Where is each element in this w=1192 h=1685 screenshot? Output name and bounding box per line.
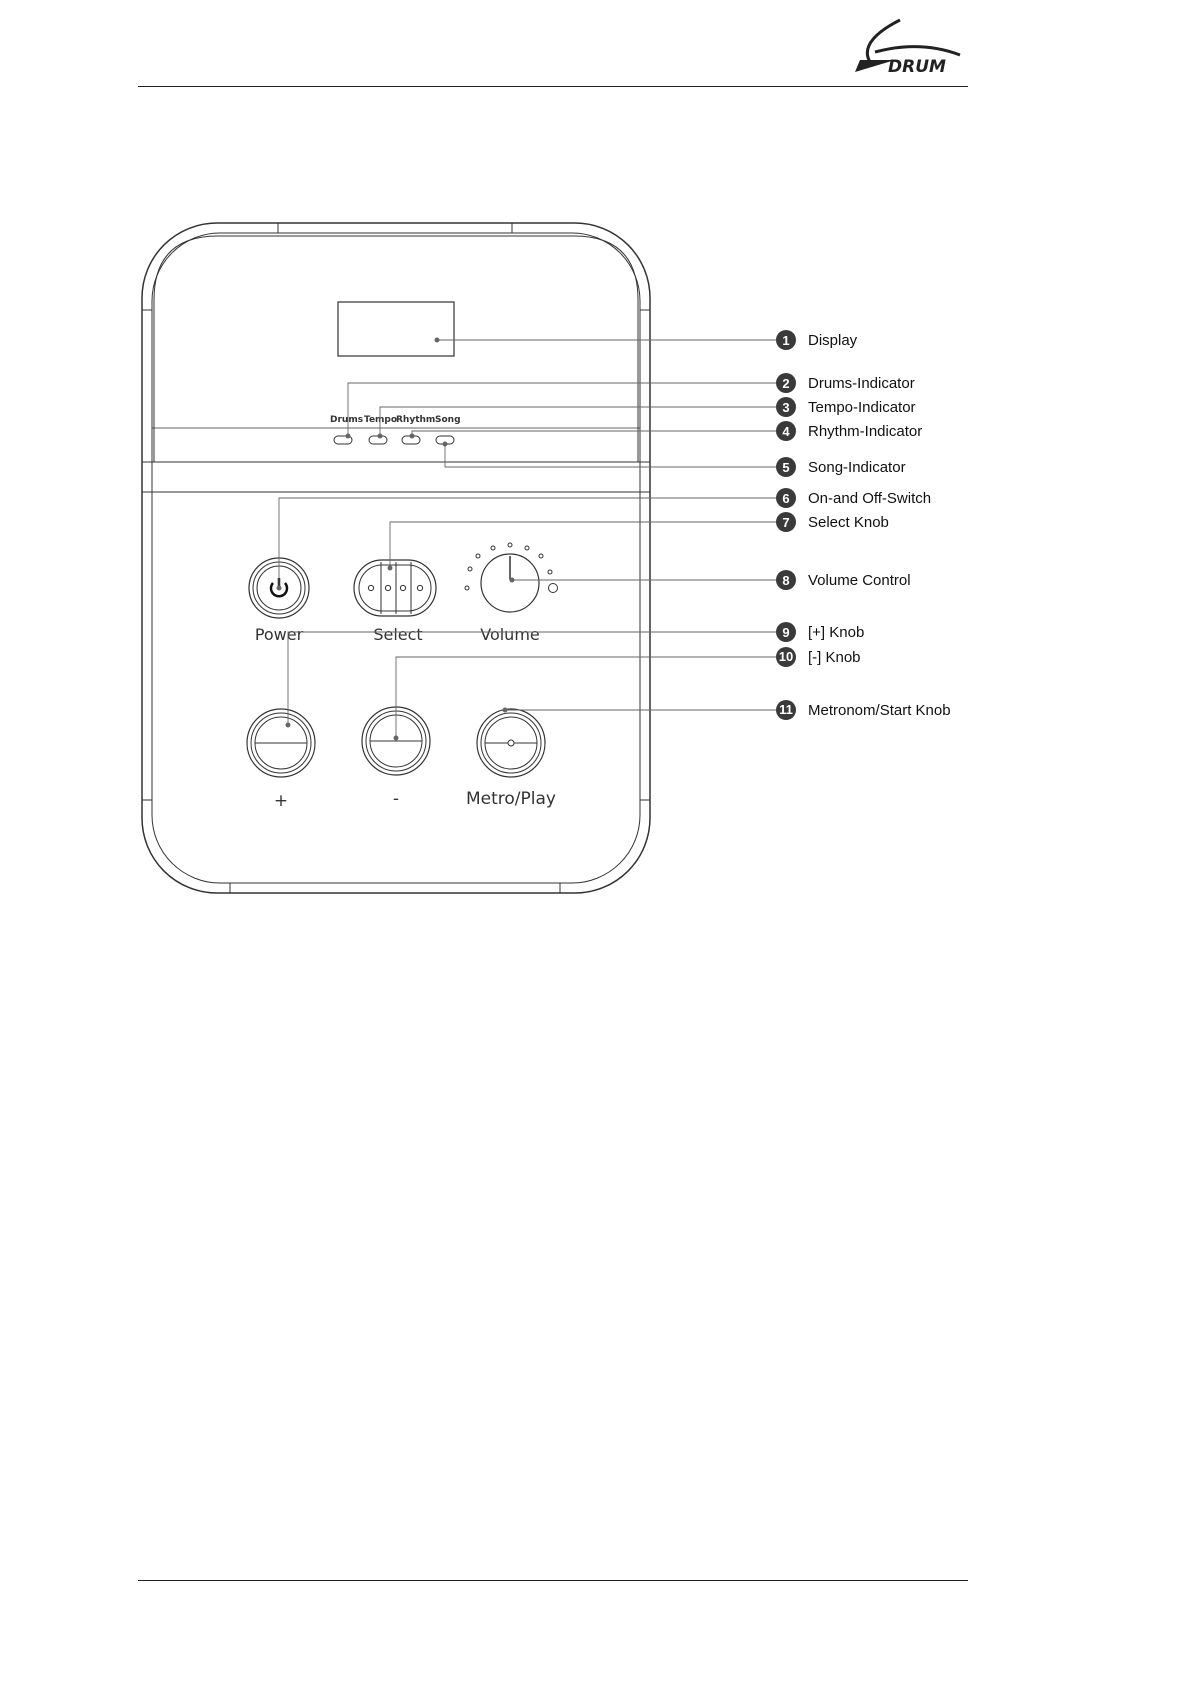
indicator-label-song: Song — [435, 415, 461, 425]
callout-5 — [776, 457, 906, 477]
minus-label: - — [392, 789, 400, 809]
volume-label: Volume — [480, 625, 540, 644]
callout-4 — [776, 421, 922, 441]
callout-9 — [776, 622, 864, 642]
callout-number: 7 — [782, 515, 790, 530]
callout-leaders — [279, 340, 776, 738]
indicator-label-tempo: Tempo — [364, 415, 398, 425]
callout-label: Song-Indicator — [808, 459, 906, 476]
indicator-label-rhythm: Rhythm — [396, 415, 436, 425]
callout-number: 3 — [782, 400, 790, 415]
callout-label: Metronom/Start Knob — [808, 702, 951, 719]
xdrum-logo — [855, 20, 960, 77]
callout-label: [+] Knob — [808, 624, 865, 641]
callout-number: 4 — [782, 424, 790, 439]
callout-label: Rhythm-Indicator — [808, 423, 923, 440]
callout-7 — [776, 512, 889, 532]
metro-play-label: Metro/Play — [466, 789, 556, 809]
callout-2 — [776, 373, 915, 393]
callout-label: Drums-Indicator — [808, 375, 915, 392]
callout-number: 9 — [782, 625, 790, 640]
callout-label: Volume Control — [808, 572, 911, 589]
callout-11 — [776, 700, 951, 720]
callout-number: 6 — [782, 491, 790, 506]
select-knob[interactable] — [354, 560, 436, 616]
leader-endpoints — [277, 338, 515, 741]
power-label: Power — [254, 625, 304, 644]
callout-3 — [776, 397, 916, 417]
callout-number: 5 — [782, 460, 790, 475]
callout-6 — [776, 488, 931, 508]
plus-knob[interactable] — [247, 709, 315, 777]
callout-number: 2 — [782, 376, 790, 391]
logo-text: DRUM — [888, 57, 946, 77]
plus-label: + — [273, 791, 289, 811]
indicator-label-drums: Drums — [330, 415, 364, 425]
callout-label: [-] Knob — [808, 649, 861, 666]
volume-knob[interactable] — [465, 543, 558, 612]
callout-10 — [776, 647, 861, 667]
callout-number: 8 — [782, 573, 790, 588]
callout-number: 1 — [782, 333, 790, 348]
callout-label: Select Knob — [808, 514, 889, 531]
callout-1 — [776, 330, 858, 350]
callout-8 — [776, 570, 911, 590]
callout-number: 11 — [779, 702, 793, 717]
display-window — [338, 302, 454, 356]
metro-play-knob[interactable] — [477, 709, 545, 777]
callout-number: 10 — [778, 649, 794, 664]
callout-label: Display — [808, 332, 858, 349]
callout-label: On-and Off-Switch — [808, 490, 932, 507]
callout-label: Tempo-Indicator — [808, 399, 916, 416]
select-label: Select — [373, 625, 423, 644]
